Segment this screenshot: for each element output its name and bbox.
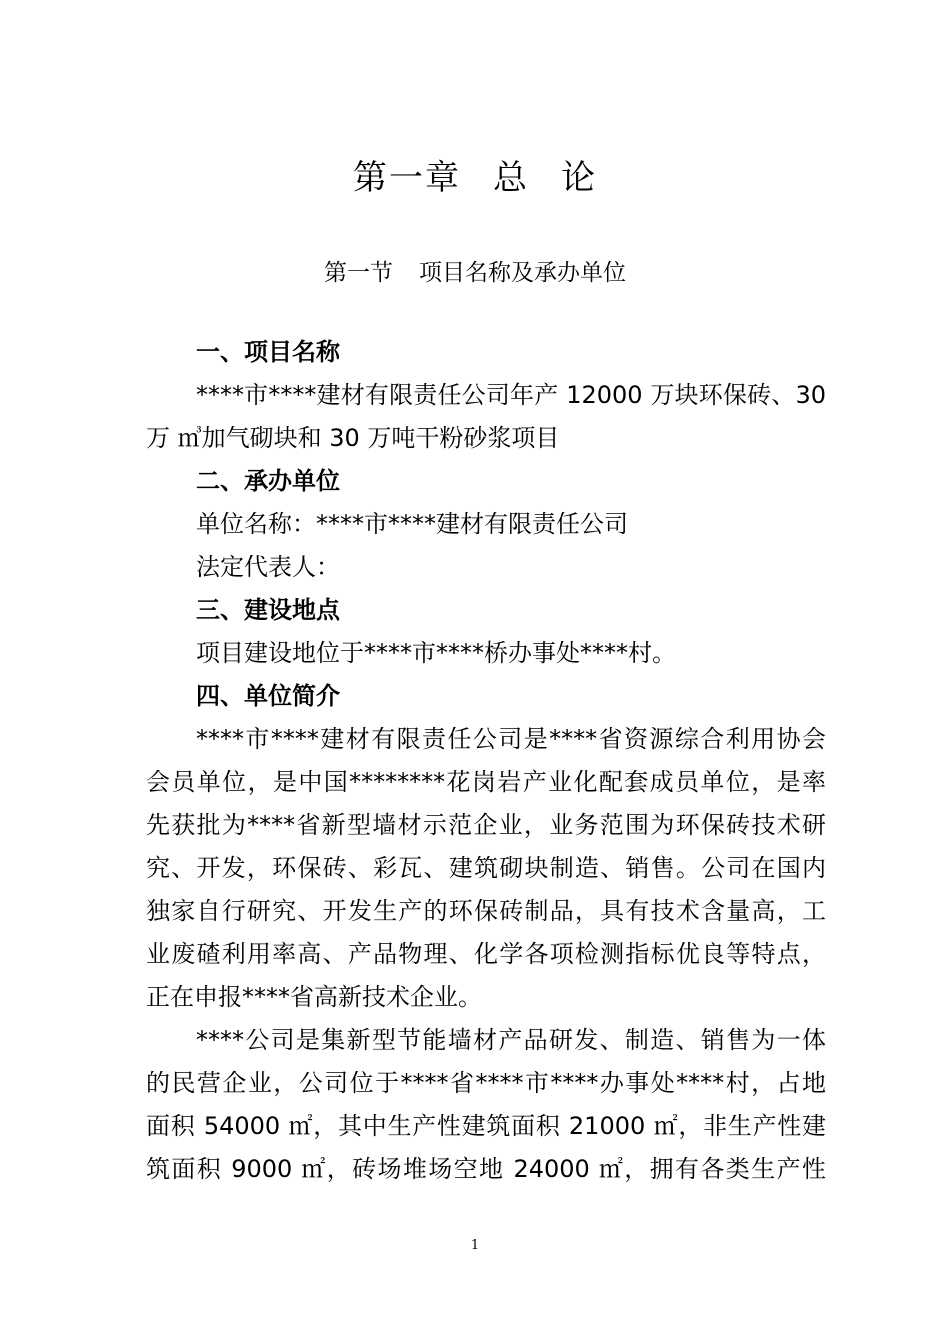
intro-p1-line: 会员单位，是中国********花岗岩产业化配套成员单位，是率: [146, 768, 826, 796]
project-name-line-2-start: 万 ㎥: [146, 424, 202, 452]
unit-name-line: 单位名称：****市****建材有限责任公司: [196, 510, 628, 538]
intro-p2-line: 面积 54000 ㎡，其中生产性建筑面积 21000 ㎡，非生产性建: [146, 1112, 826, 1140]
section-title: [0, 254, 950, 287]
intro-p1-line: ****市****建材有限责任公司是****省资源综合利用协会: [196, 725, 826, 753]
intro-p1-line: 正在申报****省高新技术企业。: [146, 983, 482, 1011]
page-number: 1: [470, 1238, 480, 1253]
intro-p2-line: ****公司是集新型节能墙材产品研发、制造、销售为一体: [196, 1026, 826, 1054]
project-name-line-2-end: 加气砌块和 30 万吨干粉砂浆项目: [201, 424, 560, 452]
heading-location: 三、建设地点: [196, 596, 340, 624]
chapter-word-2: 论: [561, 158, 597, 198]
location-line: 项目建设地位于****市****桥办事处****村。: [196, 639, 676, 667]
intro-p2-line: 的民营企业，公司位于****省****市****办事处****村，占地: [146, 1069, 826, 1097]
intro-p2-line: 筑面积 9000 ㎡，砖场堆场空地 24000 ㎡，拥有各类生产性: [146, 1155, 826, 1183]
heading-project-name: 一、项目名称: [196, 338, 340, 366]
intro-p1-line: 究、开发，环保砖、彩瓦、建筑砌块制造、销售。公司在国内: [146, 854, 826, 882]
document-body: [146, 331, 826, 1191]
section-number: 第一节: [324, 260, 393, 286]
intro-p1-line: 先获批为****省新型墙材示范企业，业务范围为环保砖技术研: [146, 811, 826, 839]
intro-p1-line: 业废碴利用率高、产品物理、化学各项检测指标优良等特点，: [146, 940, 826, 968]
heading-organizer: 二、承办单位: [196, 467, 340, 495]
intro-p1-line: 独家自行研究、开发生产的环保砖制品，具有技术含量高，工: [146, 897, 826, 925]
project-name-line-1: ****市****建材有限责任公司年产 12000 万块环保砖、30: [196, 381, 826, 409]
heading-company-intro: 四、单位简介: [196, 682, 340, 710]
legal-representative-line: 法定代表人：: [196, 553, 340, 581]
project-name-line-2: [146, 417, 826, 460]
chapter-number: 第一章: [353, 158, 461, 198]
chapter-word-1: 总: [493, 158, 529, 198]
section-name: 项目名称及承办单位: [419, 260, 626, 286]
chapter-title: [0, 150, 950, 199]
